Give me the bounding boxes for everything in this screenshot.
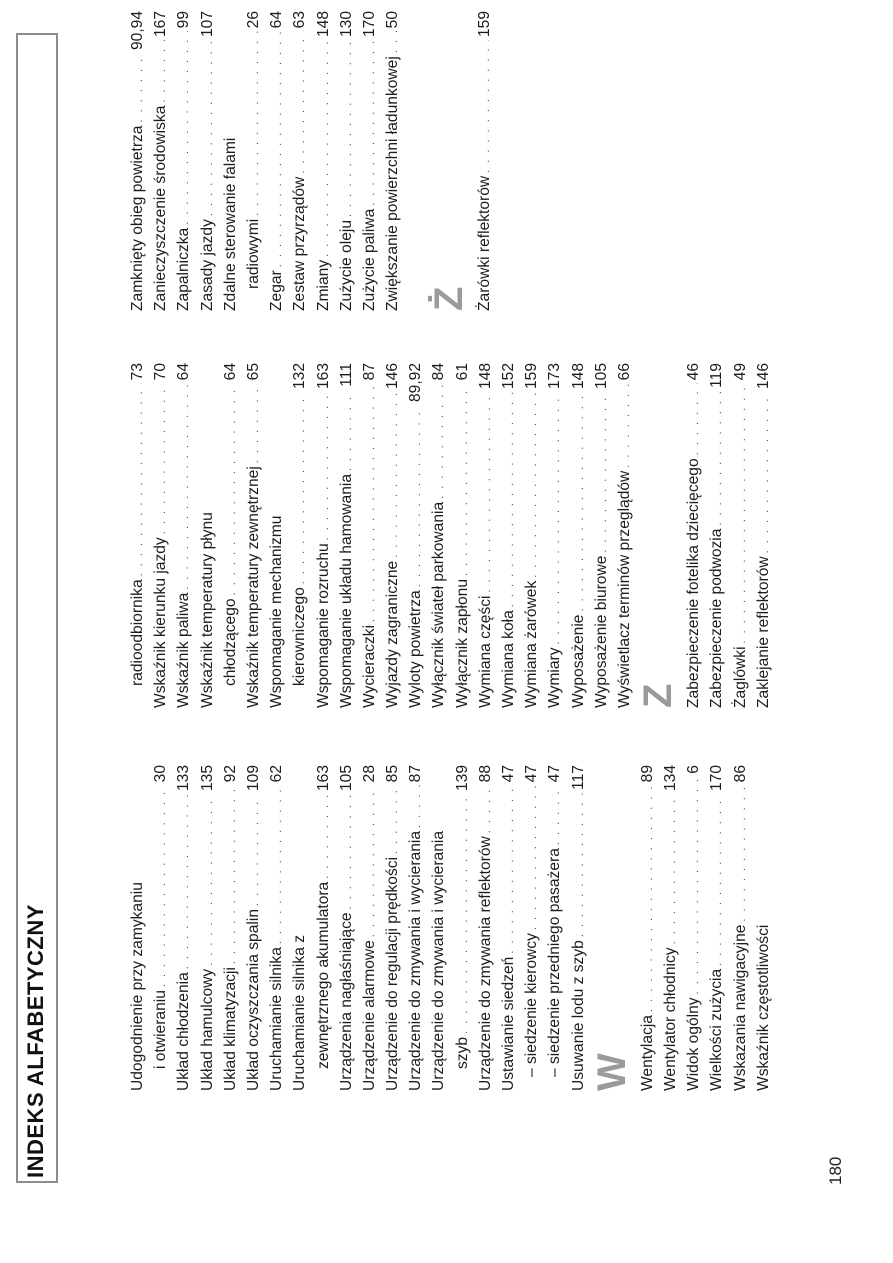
entry-label: Zabezpieczenie podwozia — [708, 528, 726, 708]
index-entry — [149, 363, 172, 708]
section-letter-text: Ż — [427, 286, 472, 311]
entry-page: 26 — [244, 11, 262, 29]
entry-label: Urządzenie do zmywania i wycierania — [430, 830, 448, 1091]
index-entry — [543, 765, 566, 1091]
entry-page: 139 — [453, 765, 471, 792]
entry-page: 146 — [754, 363, 772, 390]
entry-label: Urządzenie do zmywania reflektorów — [476, 836, 494, 1091]
entry-label: Wentylator chłodnicy — [661, 947, 679, 1091]
entry-page: 117 — [569, 765, 587, 790]
entry-page: 133 — [175, 765, 193, 792]
index-entry — [358, 363, 381, 708]
leader-dots — [615, 383, 638, 467]
leader-dots — [244, 794, 267, 906]
entry-label: Uruchamianie silnika — [268, 947, 286, 1091]
leader-dots — [337, 40, 360, 217]
index-entry — [126, 363, 149, 708]
index-entry — [497, 765, 520, 1091]
index-column-2 — [126, 363, 775, 708]
index-entry — [126, 765, 149, 1091]
entry-label: Urządzenie do zmywania i wycierania — [407, 830, 425, 1091]
index-entry — [427, 363, 450, 708]
index-entry — [705, 363, 728, 708]
entry-label: Wymiana części — [476, 595, 494, 708]
index-entry — [497, 363, 520, 708]
entry-label: Wyjazdy zagraniczne — [384, 560, 402, 708]
entry-page: 109 — [244, 765, 262, 792]
index-column-1 — [126, 765, 775, 1091]
entry-label: – siedzenie kierowcy — [523, 933, 541, 1077]
entry-label: i otwieraniu — [152, 990, 170, 1069]
leader-dots — [151, 383, 174, 534]
index-entry — [358, 765, 381, 1091]
entry-page: 163 — [314, 765, 332, 792]
entry-page: 159 — [476, 11, 494, 38]
leader-dots — [707, 794, 730, 966]
entry-page: 70 — [152, 363, 170, 381]
entry-label: – siedzenie przedniego pasażera — [546, 848, 564, 1077]
entry-label: zewnętrznego akumulatora — [314, 881, 332, 1069]
entry-label: Wspomaganie rozruchu — [314, 543, 332, 708]
leader-dots — [337, 390, 360, 471]
entry-page: 66 — [615, 363, 633, 381]
entry-page: 86 — [731, 765, 749, 783]
entry-label: Udogodnienie przy zamykaniu — [129, 882, 146, 1091]
entry-label: Zwiększanie powierzchni ładunkowej — [384, 56, 402, 311]
section-letter — [590, 765, 636, 1091]
entry-page: 64 — [175, 363, 193, 381]
entry-page: 73 — [129, 363, 146, 381]
entry-label: Wielkości zużycia — [708, 968, 726, 1091]
entry-page: 89,92 — [407, 363, 425, 403]
entry-label: Wyloty powietrza — [407, 590, 425, 708]
entry-page: 92 — [221, 765, 239, 783]
entry-label: chłodzącego — [221, 598, 239, 686]
index-entry — [451, 363, 474, 708]
index-entry — [335, 11, 358, 311]
index-entry — [172, 11, 195, 311]
entry-page: 89 — [638, 765, 656, 783]
entry-page: 148 — [569, 363, 587, 390]
entry-page: 105 — [337, 765, 355, 792]
index-entry — [126, 11, 149, 311]
entry-label: Zanieczyszczenie środowiska — [152, 105, 170, 311]
leader-dots — [267, 31, 290, 267]
entry-label: Wskaźnik kierunku jazdy — [152, 537, 170, 708]
entry-label: Zestaw przyrządów — [291, 176, 309, 311]
leader-dots — [128, 53, 151, 122]
entry-page: 85 — [384, 765, 402, 783]
index-entry — [659, 765, 682, 1091]
leader-dots — [198, 794, 221, 966]
index-entry — [196, 11, 219, 311]
leader-dots — [267, 785, 290, 944]
index-entry — [335, 765, 358, 1091]
index-entry — [729, 363, 752, 708]
entry-page: 30 — [152, 765, 170, 783]
entry-page: 87 — [360, 363, 378, 381]
entry-label: Wskaźnik temperatury zewnętrznej — [244, 466, 262, 708]
entry-page: 64 — [268, 11, 286, 29]
entry-label: szyb — [453, 1036, 471, 1069]
leader-dots — [406, 785, 429, 828]
section-letter — [427, 11, 473, 311]
entry-label: Żaglówki — [731, 646, 749, 708]
entry-label: Wymiana koła — [500, 610, 517, 708]
spacer — [404, 11, 427, 311]
section-letter-text: Z — [636, 683, 681, 708]
index-entry — [567, 765, 590, 1091]
leader-dots — [499, 785, 522, 953]
leader-dots — [290, 392, 313, 584]
entry-page: 84 — [430, 363, 448, 381]
entry-label: Zabezpieczenie fotelika dziecięcego — [685, 458, 703, 708]
leader-dots — [453, 383, 476, 576]
leader-dots — [221, 383, 244, 595]
index-entry — [682, 363, 705, 708]
index-entry — [149, 11, 172, 311]
entry-label: Zegar — [268, 270, 286, 311]
index-entry — [567, 363, 590, 708]
index-entry — [288, 363, 311, 708]
entry-label: Ustawianie siedzeń — [500, 956, 517, 1091]
index-entry — [752, 765, 775, 1091]
entry-label: Wyłącznik zapłonu — [453, 579, 471, 708]
entry-label: Zdalne sterowanie falami — [221, 137, 239, 311]
index-entry — [636, 765, 659, 1091]
leader-dots — [592, 392, 615, 553]
leader-dots — [174, 31, 197, 224]
entry-page: 130 — [337, 11, 355, 38]
leader-dots — [128, 383, 151, 576]
index-entry — [172, 765, 195, 1091]
leader-dots — [198, 40, 221, 216]
entry-page: 90,94 — [129, 11, 146, 51]
index-entry — [312, 765, 335, 1091]
entry-page: 159 — [523, 363, 541, 390]
leader-dots — [545, 785, 568, 845]
index-entry — [219, 11, 242, 311]
leader-dots — [314, 794, 337, 879]
entry-page: 119 — [708, 363, 726, 388]
leader-dots — [475, 40, 498, 173]
page-number: 180 — [826, 1156, 845, 1185]
entry-label: Urządzenie do regulacji prędkości — [384, 856, 402, 1091]
index-entry — [265, 363, 288, 708]
index-entry — [427, 765, 450, 1091]
leader-dots — [661, 794, 684, 944]
index-entry — [219, 765, 242, 1091]
entry-page: 6 — [685, 765, 703, 774]
index-entry — [335, 363, 358, 708]
entry-label: kierowniczego — [291, 587, 309, 686]
index-entry — [242, 11, 265, 311]
entry-page: 65 — [244, 363, 262, 381]
index-entry — [520, 363, 543, 708]
leader-dots — [707, 391, 730, 526]
entry-page: 148 — [476, 363, 494, 390]
title-box — [16, 33, 58, 1183]
index-entry — [451, 765, 474, 1091]
index-entry — [705, 765, 728, 1091]
entry-label: Widok ogólny — [685, 997, 703, 1091]
index-entry — [196, 363, 219, 708]
index-column-3 — [126, 11, 497, 311]
leader-dots — [360, 383, 383, 622]
entry-page: 87 — [407, 765, 425, 783]
entry-label: Zapalniczka — [175, 227, 193, 311]
entry-label: Układ chłodzenia — [175, 972, 193, 1091]
leader-dots — [569, 392, 592, 611]
section-letter — [636, 363, 682, 708]
leader-dots — [684, 383, 707, 455]
index-entry — [381, 765, 404, 1091]
entry-label: Wspomaganie mechanizmu — [268, 515, 286, 708]
leader-dots — [221, 785, 244, 964]
leader-dots — [174, 383, 197, 589]
leader-dots — [406, 405, 429, 587]
entry-label: Wentylacja — [638, 1015, 656, 1091]
leader-dots — [314, 40, 337, 257]
entry-page: 111 — [337, 363, 355, 387]
leader-dots — [360, 785, 383, 937]
leader-dots — [429, 383, 452, 499]
leader-dots — [522, 392, 545, 578]
entry-page: 163 — [314, 363, 332, 390]
entry-label: Zmiany — [314, 259, 332, 311]
entry-label: Wyłącznik świateł parkowania — [430, 501, 448, 708]
entry-label: Wyświetlacz terminów przeglądów — [615, 470, 633, 708]
entry-page: 47 — [500, 765, 517, 783]
entry-page: 61 — [453, 363, 471, 381]
entry-label: Układ oczyszczania spalin — [244, 908, 262, 1091]
entry-page: 148 — [314, 11, 332, 38]
page-title: INDEKS ALFABETYCZNY — [23, 904, 48, 1178]
entry-page: 62 — [268, 765, 286, 783]
entry-label: Wyposażenie biurowe — [592, 555, 610, 708]
entry-page: 173 — [546, 363, 564, 390]
leader-dots — [684, 777, 707, 995]
entry-page: 49 — [731, 363, 749, 381]
index-entry — [404, 765, 427, 1091]
leader-dots — [383, 785, 406, 854]
entry-label: Zamknięty obieg powietrza — [129, 125, 146, 311]
leader-dots — [244, 31, 267, 215]
index-entry — [543, 363, 566, 708]
entry-label: Wspomaganie układu hamowania — [337, 473, 355, 708]
index-entry — [358, 11, 381, 311]
entry-label: Zużycie oleju — [337, 219, 355, 311]
section-letter-text: W — [589, 1053, 634, 1091]
entry-page: 135 — [198, 765, 216, 792]
entry-page: 28 — [360, 765, 378, 783]
entry-label: Wskazania nawigacyjne — [731, 924, 749, 1091]
entry-page: 170 — [360, 11, 378, 38]
entry-label: Urządzenia nagłaśniające — [337, 912, 355, 1091]
index-entry — [149, 765, 172, 1091]
entry-label: Wyposażenie — [569, 614, 587, 708]
entry-label: radiowymi — [244, 218, 262, 289]
index-entry — [219, 363, 242, 708]
entry-label: Wskaźnik częstotliwości — [754, 924, 772, 1091]
index-entry — [613, 363, 636, 708]
entry-page: 146 — [384, 363, 402, 390]
index-entry — [172, 363, 195, 708]
index-entry — [473, 11, 496, 311]
entry-page: 170 — [708, 765, 726, 792]
index-entry — [265, 765, 288, 1091]
entry-label: Wskaźnik paliwa — [175, 592, 193, 708]
entry-label: Usuwanie lodu z szyb — [569, 940, 587, 1091]
index-entry — [381, 11, 404, 311]
entry-page: 46 — [685, 363, 703, 381]
index-entry — [312, 363, 335, 708]
entry-page: 132 — [291, 363, 309, 390]
entry-label: Wycieraczki — [360, 624, 378, 708]
leader-dots — [499, 392, 522, 607]
leader-dots — [638, 785, 661, 1012]
entry-page: 47 — [546, 765, 564, 783]
entry-label: Urządzenie alarmowe — [360, 940, 378, 1091]
entry-page: 152 — [500, 363, 517, 390]
leader-dots — [290, 31, 313, 173]
entry-label: Zasady jazdy — [198, 219, 216, 311]
index-entry — [381, 363, 404, 708]
entry-label: Wymiana żarówek — [523, 580, 541, 708]
entry-label: Wskaźnik temperatury płynu — [198, 512, 216, 708]
leader-dots — [731, 785, 754, 921]
leader-dots — [383, 31, 406, 53]
leader-dots — [476, 392, 499, 592]
entry-label: Zaklejanie reflektorów — [754, 556, 772, 708]
entry-label: Układ hamulcowy — [198, 968, 216, 1091]
entry-label: Uruchamianie silnika z — [291, 935, 309, 1091]
index-entry — [474, 363, 497, 708]
index-entry — [242, 765, 265, 1091]
index-entry — [404, 363, 427, 708]
index-entry — [682, 765, 705, 1091]
index-entry — [242, 363, 265, 708]
index-entry — [752, 363, 775, 708]
index-entry — [590, 363, 613, 708]
index-entry — [520, 765, 543, 1091]
leader-dots — [453, 794, 476, 1034]
entry-page: 63 — [291, 11, 309, 29]
leader-dots — [476, 785, 499, 833]
entry-page: 107 — [198, 11, 216, 38]
entry-label: Zużycie paliwa — [360, 208, 378, 311]
leader-dots — [360, 40, 383, 206]
leader-dots — [174, 794, 197, 969]
leader-dots — [337, 794, 360, 909]
entry-page: 105 — [592, 363, 610, 390]
leader-dots — [754, 392, 777, 553]
index-entry — [474, 765, 497, 1091]
index-entry — [312, 11, 335, 311]
leader-dots — [731, 383, 754, 643]
entry-page: 99 — [175, 11, 193, 29]
entry-page: 47 — [523, 765, 541, 783]
leader-dots — [545, 392, 568, 644]
entry-page: 88 — [476, 765, 494, 783]
entry-label: Układ klimatyzacji — [221, 967, 239, 1091]
index-entry — [288, 11, 311, 311]
leader-dots — [383, 392, 406, 558]
entry-page: 64 — [221, 363, 239, 381]
entry-page: 50 — [384, 11, 402, 29]
entry-label: Żarówki reflektorów — [476, 175, 494, 311]
entry-label: Wymiary — [546, 647, 564, 708]
entry-page: 167 — [152, 11, 170, 38]
index-entry — [729, 765, 752, 1091]
leader-dots — [151, 785, 174, 987]
index-entry — [265, 11, 288, 311]
leader-dots — [244, 383, 267, 463]
leader-dots — [522, 785, 545, 930]
index-entry — [196, 765, 219, 1091]
entry-label: radioodbiornika — [129, 579, 146, 686]
leader-dots — [569, 793, 592, 937]
index-entry — [288, 765, 311, 1091]
leader-dots — [314, 392, 337, 540]
leader-dots — [151, 40, 174, 103]
entry-page: 134 — [661, 765, 679, 792]
